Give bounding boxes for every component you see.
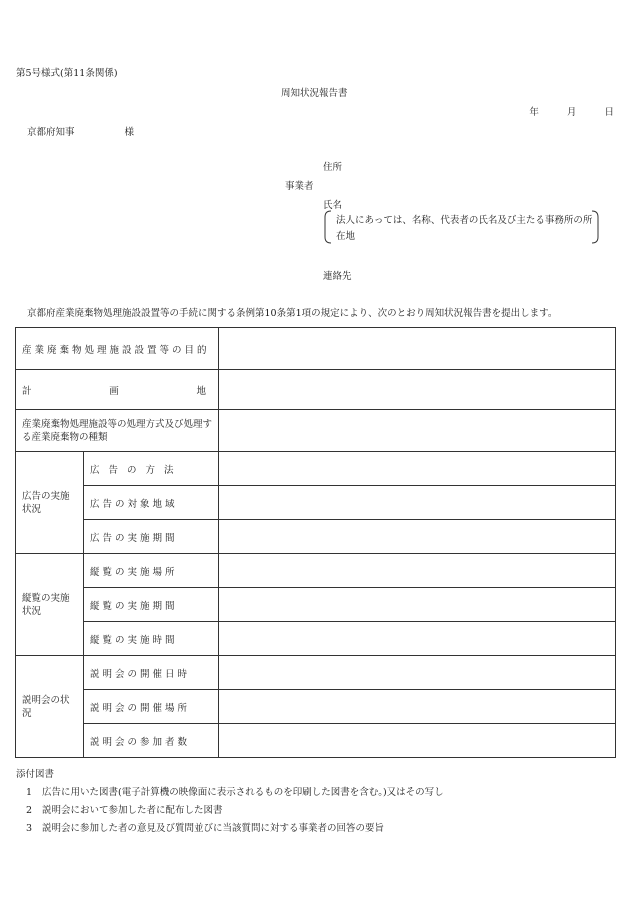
plan-site-char-1: 計 [22,385,32,397]
date-year-label: 年 [529,107,539,118]
purpose-value[interactable] [219,328,616,370]
contact-label: 連絡先 [323,271,352,282]
inspection-time-label: 縦覧の実施時間 [84,622,219,656]
attachment-text: 説明会に参加した者の意見及び質問並びに当該質問に対する事業者の回答の要旨 [42,823,385,834]
table-row [16,724,616,758]
method-value[interactable] [219,410,616,452]
table-row [16,588,616,622]
inspection-period-value[interactable] [219,588,616,622]
table-row [16,656,616,690]
addressee-name: 京都府知事 [27,127,75,138]
inspection-place-label: 縦覧の実施場所 [84,554,219,588]
attachment-number: 2 [26,805,33,816]
attachment-text: 広告に用いた図書(電子計算機の映像面に表示されるものを印刷した図書を含む。)又はその写し [42,787,444,798]
table-row [16,486,616,520]
ad-period-value[interactable] [219,520,616,554]
date-line [529,104,614,118]
ad-period-label: 広告の実施期間 [84,520,219,554]
table-row [16,554,616,588]
ad-area-label: 広告の対象地域 [84,486,219,520]
briefing-datetime-label: 説明会の開催日時 [84,656,219,690]
briefing-datetime-value[interactable] [219,656,616,690]
briefing-attendees-label: 説明会の参加者数 [84,724,219,758]
plan-site-value[interactable] [219,370,616,410]
plan-site-char-2: 画 [109,385,119,397]
inspection-time-value[interactable] [219,622,616,656]
corporate-note-bracket [322,210,601,244]
attachment-text: 説明会において参加した者に配布した図書 [42,805,223,816]
table-row [16,520,616,554]
ad-method-label: 広告の方法 [84,452,219,486]
attachment-number: 3 [26,823,33,834]
table-row [16,328,616,370]
table-row [16,690,616,724]
corporate-note: 法人にあっては、名称、代表者の氏名及び主たる事務所の所在地 [336,215,593,242]
addressee-honorific: 様 [124,127,135,138]
attachment-item [26,784,444,798]
intro-text: 京都府産業廃棄物処理施設設置等の手続に関する条例第10条第1項の規定により、次のとおり周知状況報告書を提出します。 [27,308,558,319]
attachment-number: 1 [26,787,33,798]
briefing-place-value[interactable] [219,690,616,724]
briefing-group-label: 説明会の状況 [16,656,84,758]
document-title: 周知状況報告書 [281,88,348,99]
table-row [16,370,616,410]
attachment-item [26,802,223,816]
addressee [27,124,134,138]
inspection-group-label: 縦覧の実施状況 [16,554,84,656]
ad-method-value[interactable] [219,452,616,486]
table-row [16,622,616,656]
plan-site-char-3: 地 [196,385,207,397]
briefing-attendees-value[interactable] [219,724,616,758]
address-label: 住所 [323,162,343,173]
inspection-period-label: 縦覧の実施期間 [84,588,219,622]
report-table [15,327,616,758]
table-row [16,410,616,452]
plan-site-label [16,370,219,410]
date-month-label: 月 [566,107,577,118]
purpose-label: 産業廃棄物処理施設設置等の目的 [16,328,219,370]
briefing-place-label: 説明会の開催場所 [84,690,219,724]
date-day-label: 日 [604,107,614,118]
ad-area-value[interactable] [219,486,616,520]
name-label: 氏名 [323,200,343,211]
inspection-place-value[interactable] [219,554,616,588]
table-row [16,452,616,486]
attachments-title: 添付図書 [16,769,55,780]
ad-group-label: 広告の実施状況 [16,452,84,554]
method-label: 産業廃棄物処理施設等の処理方式及び処理する産業廃棄物の種類 [16,410,219,452]
form-number: 第5号様式(第11条関係) [16,68,118,79]
attachment-item [26,820,384,834]
applicant-role-label: 事業者 [285,181,314,192]
